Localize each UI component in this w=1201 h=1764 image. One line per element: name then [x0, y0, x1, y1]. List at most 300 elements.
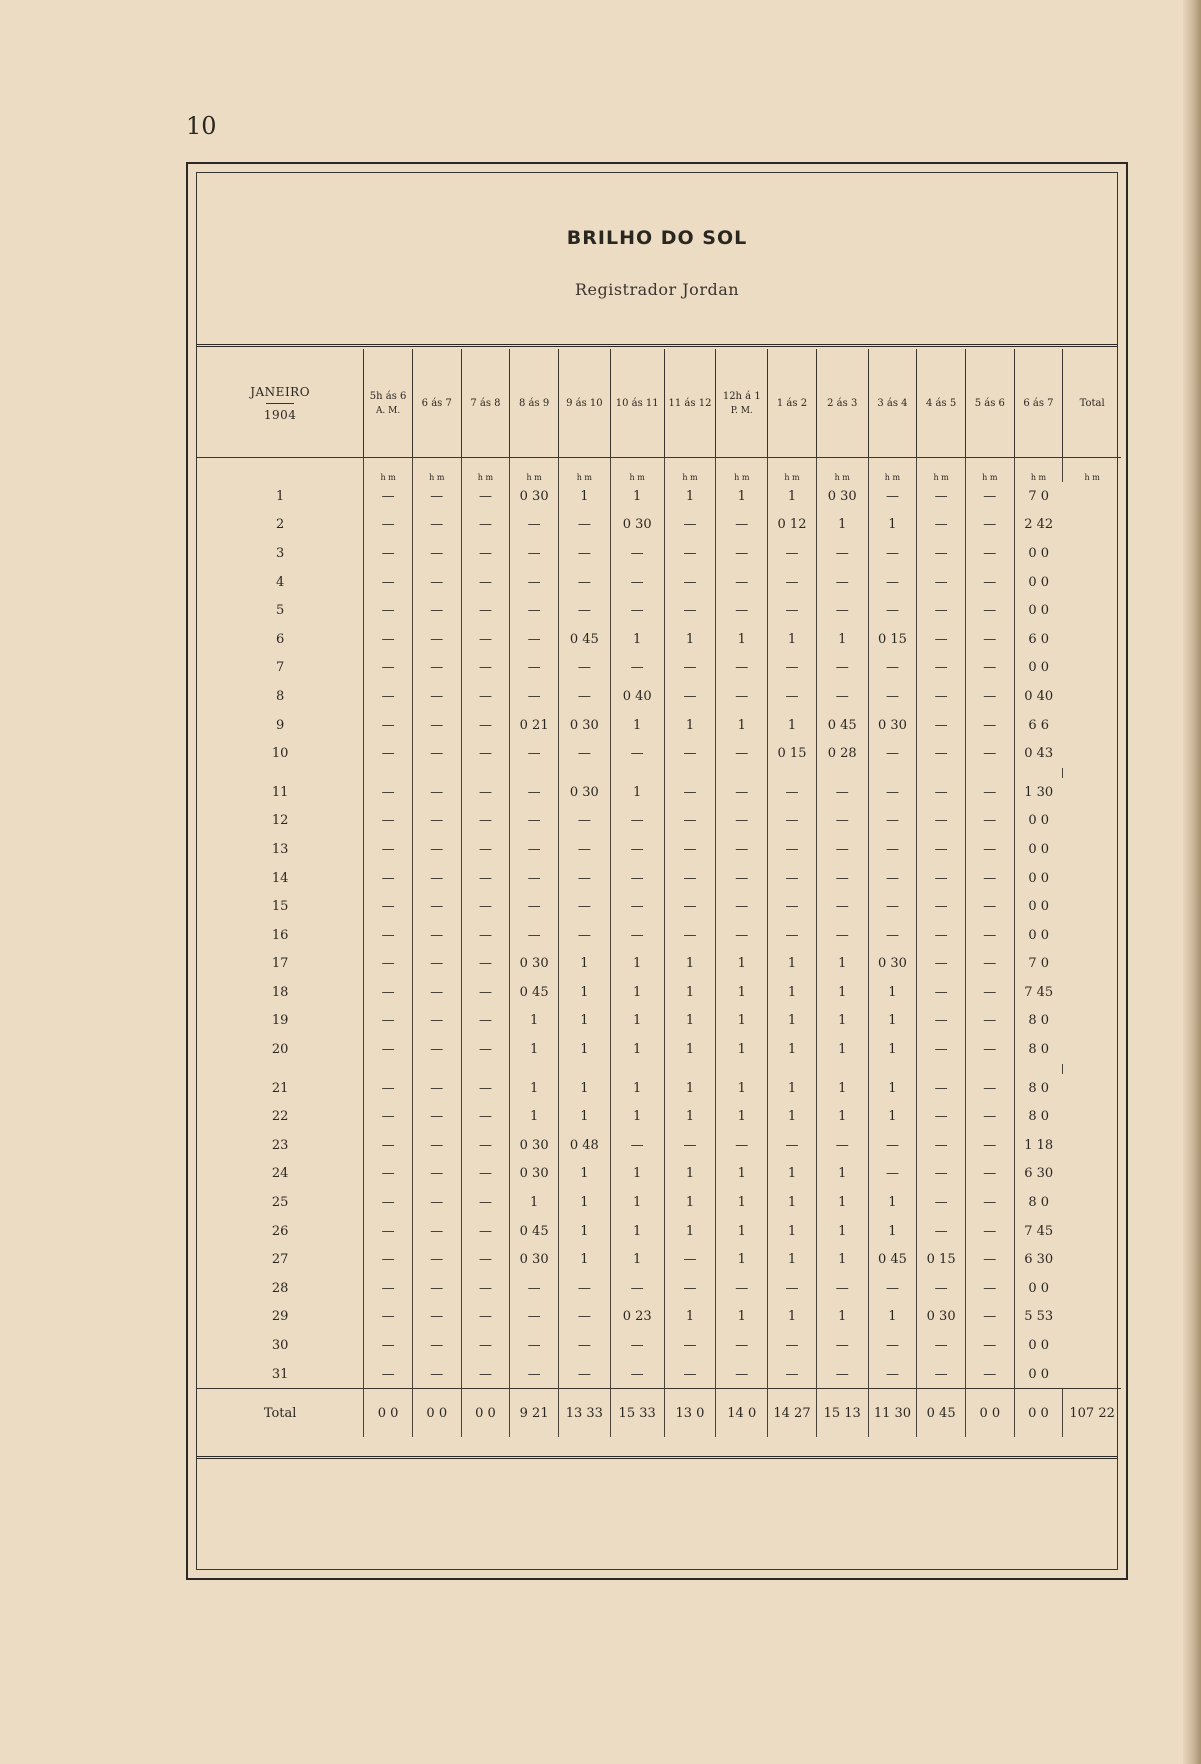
- hour-cell: 1: [716, 1007, 768, 1036]
- hour-cell: 1: [716, 1035, 768, 1064]
- hour-cell: 1: [664, 978, 716, 1007]
- hour-cell: —: [917, 778, 966, 807]
- hour-cell: —: [558, 596, 610, 625]
- table-row: [197, 511, 1121, 540]
- hour-cell: 1: [768, 950, 817, 979]
- row-total-cell: 0 0: [1014, 568, 1063, 597]
- hour-cell: —: [965, 682, 1014, 711]
- hour-cell: —: [364, 950, 413, 979]
- hour-cell: —: [917, 482, 966, 511]
- title-block: [197, 173, 1117, 343]
- hour-cell: 1: [768, 1007, 817, 1036]
- hour-cell: 0 30: [558, 711, 610, 740]
- table-row: [197, 864, 1121, 893]
- hour-cell: —: [768, 1131, 817, 1160]
- hour-cell: 1: [610, 482, 664, 511]
- column-total-cell: 13 33: [558, 1389, 610, 1438]
- hour-cell: —: [917, 1188, 966, 1217]
- hour-cell: —: [868, 682, 917, 711]
- column-header-sublabel: A. M.: [375, 405, 401, 416]
- spacer-cell: [965, 1064, 1014, 1074]
- column-header: [1063, 349, 1121, 458]
- hour-cell: —: [868, 1160, 917, 1189]
- hour-cell: —: [917, 864, 966, 893]
- hour-cell: —: [965, 596, 1014, 625]
- hour-cell: 1: [664, 1188, 716, 1217]
- hour-cell: —: [664, 568, 716, 597]
- hour-cell: —: [868, 864, 917, 893]
- hour-cell: —: [917, 1331, 966, 1360]
- hour-cell: 0 30: [610, 511, 664, 540]
- column-header-label: Total: [1079, 397, 1105, 409]
- hour-cell: 1: [768, 978, 817, 1007]
- hour-cell: —: [716, 539, 768, 568]
- units-spacer: [197, 458, 364, 483]
- day-cell: 4: [275, 574, 285, 590]
- hour-cell: 1: [768, 1074, 817, 1103]
- row-total-cell: 0 0: [1014, 1331, 1063, 1360]
- hour-cell: —: [664, 1274, 716, 1303]
- row-total-cell: 8 0: [1014, 1188, 1063, 1217]
- hour-cell: —: [768, 864, 817, 893]
- hour-cell: —: [364, 568, 413, 597]
- hour-cell: —: [816, 835, 868, 864]
- hour-cell: —: [965, 539, 1014, 568]
- hour-cell: —: [461, 1331, 510, 1360]
- sunshine-table: [197, 349, 1121, 1437]
- hour-cell: —: [816, 539, 868, 568]
- hour-cell: —: [965, 950, 1014, 979]
- hour-cell: —: [461, 482, 510, 511]
- unit-label: h m: [364, 458, 413, 483]
- header-row: [197, 349, 1121, 458]
- hour-cell: —: [965, 921, 1014, 950]
- hour-cell: —: [461, 625, 510, 654]
- year-label: 1904: [263, 407, 297, 422]
- hour-cell: —: [664, 778, 716, 807]
- hour-cell: 0 12: [768, 511, 817, 540]
- hour-cell: —: [610, 739, 664, 768]
- spacer-cell: [664, 768, 716, 778]
- hour-cell: 1: [868, 511, 917, 540]
- hour-cell: 1: [610, 1035, 664, 1064]
- unit-label: h m: [965, 458, 1014, 483]
- hour-cell: —: [965, 807, 1014, 836]
- hour-cell: —: [965, 1274, 1014, 1303]
- hour-cell: 1: [768, 1303, 817, 1332]
- hour-cell: —: [510, 568, 559, 597]
- hour-cell: —: [868, 654, 917, 683]
- hour-cell: 1: [816, 1303, 868, 1332]
- column-total-cell: 13 0: [664, 1389, 716, 1438]
- day-cell: 13: [271, 841, 289, 857]
- hour-cell: 1: [716, 482, 768, 511]
- hour-cell: —: [768, 892, 817, 921]
- table-row: [197, 1331, 1121, 1360]
- column-header: [510, 349, 559, 458]
- hour-cell: —: [412, 807, 461, 836]
- hour-cell: —: [664, 864, 716, 893]
- hour-cell: —: [664, 596, 716, 625]
- hour-cell: 0 15: [917, 1245, 966, 1274]
- hour-cell: —: [816, 1360, 868, 1389]
- table-row: [197, 1245, 1121, 1274]
- hour-cell: —: [364, 1303, 413, 1332]
- hour-cell: —: [965, 1217, 1014, 1246]
- hour-cell: 1: [768, 482, 817, 511]
- hour-cell: —: [868, 1131, 917, 1160]
- hour-cell: —: [610, 807, 664, 836]
- column-header-label: 8 ás 9: [519, 397, 550, 409]
- table-row: [197, 835, 1121, 864]
- day-cell: 22: [271, 1109, 289, 1125]
- hour-cell: 1: [558, 1160, 610, 1189]
- row-total-cell: 7 45: [1014, 1217, 1063, 1246]
- hour-cell: —: [412, 1007, 461, 1036]
- table-row: [197, 1217, 1121, 1246]
- hour-cell: —: [461, 568, 510, 597]
- hour-cell: —: [716, 596, 768, 625]
- hour-cell: 1: [558, 1035, 610, 1064]
- row-total-cell: 8 0: [1014, 1074, 1063, 1103]
- unit-label: h m: [917, 458, 966, 483]
- hour-cell: —: [510, 1331, 559, 1360]
- hour-cell: —: [364, 1274, 413, 1303]
- hour-cell: —: [917, 1035, 966, 1064]
- spacer-cell: [868, 768, 917, 778]
- hour-cell: —: [558, 654, 610, 683]
- header-dash: [266, 403, 294, 404]
- hour-cell: 1: [816, 950, 868, 979]
- hour-cell: —: [664, 1245, 716, 1274]
- table-row: [197, 596, 1121, 625]
- day-cell: 5: [275, 603, 285, 619]
- day-cell: 3: [275, 545, 285, 561]
- hour-cell: —: [716, 1360, 768, 1389]
- hour-cell: 0 21: [510, 711, 559, 740]
- day-cell: 2: [275, 517, 285, 533]
- row-total-cell: 7 0: [1014, 950, 1063, 979]
- hour-cell: —: [664, 835, 716, 864]
- row-total-cell: 8 0: [1014, 1035, 1063, 1064]
- hour-cell: 1: [716, 711, 768, 740]
- table-frame: [186, 162, 1128, 1580]
- hour-cell: 1: [558, 1102, 610, 1131]
- column-header: [664, 349, 716, 458]
- hour-cell: 0 30: [510, 1160, 559, 1189]
- units-row: [197, 458, 1121, 483]
- hour-cell: —: [510, 1360, 559, 1389]
- hour-cell: —: [412, 892, 461, 921]
- hour-cell: —: [461, 1303, 510, 1332]
- day-cell: 14: [271, 870, 289, 886]
- hour-cell: —: [558, 1331, 610, 1360]
- hour-cell: 1: [716, 625, 768, 654]
- table-frame-inner: [196, 172, 1118, 1570]
- hour-cell: —: [610, 654, 664, 683]
- hour-cell: —: [610, 892, 664, 921]
- table-row: [197, 482, 1121, 511]
- hour-cell: —: [364, 1160, 413, 1189]
- row-total-cell: 0 0: [1014, 596, 1063, 625]
- hour-cell: 1: [816, 1188, 868, 1217]
- hour-cell: —: [917, 654, 966, 683]
- hour-cell: —: [716, 892, 768, 921]
- hour-cell: 1: [558, 1188, 610, 1217]
- page-number: 10: [186, 112, 217, 140]
- hour-cell: —: [412, 625, 461, 654]
- hour-cell: 1: [664, 1035, 716, 1064]
- hour-cell: —: [816, 1274, 868, 1303]
- table-row: [197, 1360, 1121, 1389]
- hour-cell: —: [558, 682, 610, 711]
- hour-cell: 1: [716, 950, 768, 979]
- hour-cell: 0 15: [868, 625, 917, 654]
- hour-cell: —: [965, 835, 1014, 864]
- row-total-cell: 0 0: [1014, 921, 1063, 950]
- spacer-cell: [461, 768, 510, 778]
- hour-cell: —: [664, 807, 716, 836]
- hour-cell: —: [768, 1360, 817, 1389]
- total-label: Total: [197, 1389, 364, 1438]
- hour-cell: 1: [716, 1245, 768, 1274]
- hour-cell: —: [965, 1007, 1014, 1036]
- hour-cell: —: [664, 511, 716, 540]
- hour-cell: —: [461, 682, 510, 711]
- hour-cell: —: [412, 1074, 461, 1103]
- unit-label: h m: [868, 458, 917, 483]
- table-row: [197, 950, 1121, 979]
- hour-cell: —: [917, 1160, 966, 1189]
- hour-cell: —: [412, 568, 461, 597]
- hour-cell: 1: [816, 1245, 868, 1274]
- hour-cell: —: [917, 1217, 966, 1246]
- hour-cell: 1: [558, 1217, 610, 1246]
- hour-cell: —: [461, 739, 510, 768]
- hour-cell: —: [412, 511, 461, 540]
- hour-cell: —: [412, 682, 461, 711]
- row-total-cell: 0 0: [1014, 807, 1063, 836]
- title-divider: [197, 344, 1117, 347]
- hour-cell: 0 45: [510, 978, 559, 1007]
- column-total-cell: 0 0: [1014, 1389, 1063, 1438]
- column-header-label: 5h ás 6: [369, 390, 407, 402]
- hour-cell: —: [558, 1360, 610, 1389]
- day-cell: 27: [271, 1252, 289, 1268]
- table-subtitle: Registrador Jordan: [574, 280, 740, 299]
- hour-cell: —: [965, 568, 1014, 597]
- hour-cell: —: [965, 511, 1014, 540]
- hour-cell: 1: [816, 511, 868, 540]
- hour-cell: 1: [816, 1074, 868, 1103]
- hour-cell: —: [461, 1360, 510, 1389]
- hour-cell: —: [768, 835, 817, 864]
- column-header-label: 10 ás 11: [615, 397, 659, 409]
- hour-cell: —: [965, 1102, 1014, 1131]
- hour-cell: —: [461, 835, 510, 864]
- hour-cell: —: [364, 482, 413, 511]
- hour-cell: —: [868, 739, 917, 768]
- hour-cell: —: [364, 1035, 413, 1064]
- hour-cell: —: [364, 682, 413, 711]
- hour-cell: —: [461, 978, 510, 1007]
- spacer-cell: [768, 1064, 817, 1074]
- hour-cell: —: [664, 892, 716, 921]
- bottom-divider: [197, 1456, 1117, 1459]
- row-total-cell: 8 0: [1014, 1102, 1063, 1131]
- hour-cell: —: [558, 739, 610, 768]
- day-cell: 15: [271, 899, 289, 915]
- hour-cell: —: [816, 682, 868, 711]
- hour-cell: —: [558, 864, 610, 893]
- hour-cell: 1: [610, 950, 664, 979]
- table-row: [197, 892, 1121, 921]
- hour-cell: —: [364, 892, 413, 921]
- hour-cell: 1: [716, 1217, 768, 1246]
- column-total-cell: 14 27: [768, 1389, 817, 1438]
- hour-cell: —: [610, 539, 664, 568]
- unit-label: h m: [768, 458, 817, 483]
- spacer-cell: [510, 768, 559, 778]
- hour-cell: 1: [716, 1102, 768, 1131]
- day-cell: 16: [271, 927, 289, 943]
- hour-cell: 0 30: [510, 1245, 559, 1274]
- hour-cell: 1: [610, 1102, 664, 1131]
- hour-cell: —: [364, 1102, 413, 1131]
- hour-cell: 1: [558, 950, 610, 979]
- spacer-cell: [664, 1064, 716, 1074]
- table-row: [197, 778, 1121, 807]
- hour-cell: —: [510, 625, 559, 654]
- hour-cell: —: [917, 835, 966, 864]
- unit-label: h m: [558, 458, 610, 483]
- hour-cell: —: [768, 596, 817, 625]
- hour-cell: —: [610, 1331, 664, 1360]
- table-row: [197, 1074, 1121, 1103]
- hour-cell: —: [461, 1274, 510, 1303]
- hour-cell: —: [461, 778, 510, 807]
- hour-cell: —: [868, 539, 917, 568]
- spacer-cell: [816, 1064, 868, 1074]
- column-header: [412, 349, 461, 458]
- hour-cell: —: [610, 1274, 664, 1303]
- hour-cell: —: [917, 625, 966, 654]
- hour-cell: 1: [610, 1007, 664, 1036]
- hour-cell: —: [965, 1303, 1014, 1332]
- hour-cell: 1: [868, 978, 917, 1007]
- spacer-cell: [510, 1064, 559, 1074]
- hour-cell: —: [965, 1360, 1014, 1389]
- column-header: [868, 349, 917, 458]
- row-total-cell: 7 0: [1014, 482, 1063, 511]
- hour-cell: —: [664, 739, 716, 768]
- day-cell: 7: [275, 660, 285, 676]
- hour-cell: —: [965, 482, 1014, 511]
- hour-cell: —: [965, 711, 1014, 740]
- unit-label: h m: [816, 458, 868, 483]
- column-total-cell: 0 0: [412, 1389, 461, 1438]
- hour-cell: —: [868, 892, 917, 921]
- day-cell: 17: [271, 956, 289, 972]
- hour-cell: 0 30: [558, 778, 610, 807]
- table-row: [197, 1160, 1121, 1189]
- row-total-cell: 0 0: [1014, 654, 1063, 683]
- hour-cell: 1: [664, 1007, 716, 1036]
- hour-cell: —: [965, 778, 1014, 807]
- hour-cell: 1: [510, 1102, 559, 1131]
- table-title: BRILHO DO SOL: [566, 227, 748, 249]
- hour-cell: —: [412, 1160, 461, 1189]
- hour-cell: —: [461, 807, 510, 836]
- day-cell: 28: [271, 1280, 289, 1296]
- hour-cell: —: [412, 921, 461, 950]
- hour-cell: —: [868, 1274, 917, 1303]
- hour-cell: —: [510, 739, 559, 768]
- spacer-cell: [917, 768, 966, 778]
- hour-cell: —: [768, 807, 817, 836]
- hour-cell: 1: [868, 1217, 917, 1246]
- hour-cell: 1: [664, 1303, 716, 1332]
- hour-cell: —: [816, 596, 868, 625]
- spacer-cell: [1014, 1064, 1063, 1074]
- column-header: [768, 349, 817, 458]
- hour-cell: —: [412, 654, 461, 683]
- row-total-cell: 0 0: [1014, 539, 1063, 568]
- hour-cell: —: [917, 807, 966, 836]
- hour-cell: 1: [664, 711, 716, 740]
- spacer-cell: [868, 1064, 917, 1074]
- hour-cell: —: [461, 1007, 510, 1036]
- hour-cell: 1: [510, 1074, 559, 1103]
- hour-cell: 1: [868, 1074, 917, 1103]
- hour-cell: —: [716, 807, 768, 836]
- column-header-label: 6 ás 7: [1023, 397, 1054, 409]
- hour-cell: 0 30: [510, 482, 559, 511]
- hour-cell: —: [558, 892, 610, 921]
- hour-cell: —: [917, 1074, 966, 1103]
- hour-cell: —: [816, 1331, 868, 1360]
- unit-label: h m: [664, 458, 716, 483]
- day-cell: 11: [271, 784, 289, 800]
- table-row: [197, 682, 1121, 711]
- hour-cell: —: [868, 835, 917, 864]
- table-row: [197, 1188, 1121, 1217]
- hour-cell: —: [664, 1331, 716, 1360]
- hour-cell: —: [412, 596, 461, 625]
- hour-cell: —: [461, 511, 510, 540]
- row-total-cell: 0 40: [1014, 682, 1063, 711]
- hour-cell: —: [461, 596, 510, 625]
- hour-cell: —: [917, 1274, 966, 1303]
- hour-cell: —: [768, 921, 817, 950]
- column-total-cell: 0 0: [364, 1389, 413, 1438]
- hour-cell: —: [412, 950, 461, 979]
- hour-cell: 1: [558, 1074, 610, 1103]
- hour-cell: —: [610, 864, 664, 893]
- column-header-label: 3 ás 4: [877, 397, 908, 409]
- table-row: [197, 1274, 1121, 1303]
- day-cell: 20: [271, 1042, 289, 1058]
- hour-cell: 0 30: [816, 482, 868, 511]
- table-row: [197, 1303, 1121, 1332]
- hour-cell: 1: [768, 625, 817, 654]
- day-cell: 21: [271, 1080, 289, 1096]
- column-total-cell: 107 22: [1063, 1389, 1121, 1438]
- hour-cell: 0 30: [868, 711, 917, 740]
- hour-cell: —: [461, 864, 510, 893]
- hour-cell: 1: [768, 1160, 817, 1189]
- hour-cell: 1: [868, 1035, 917, 1064]
